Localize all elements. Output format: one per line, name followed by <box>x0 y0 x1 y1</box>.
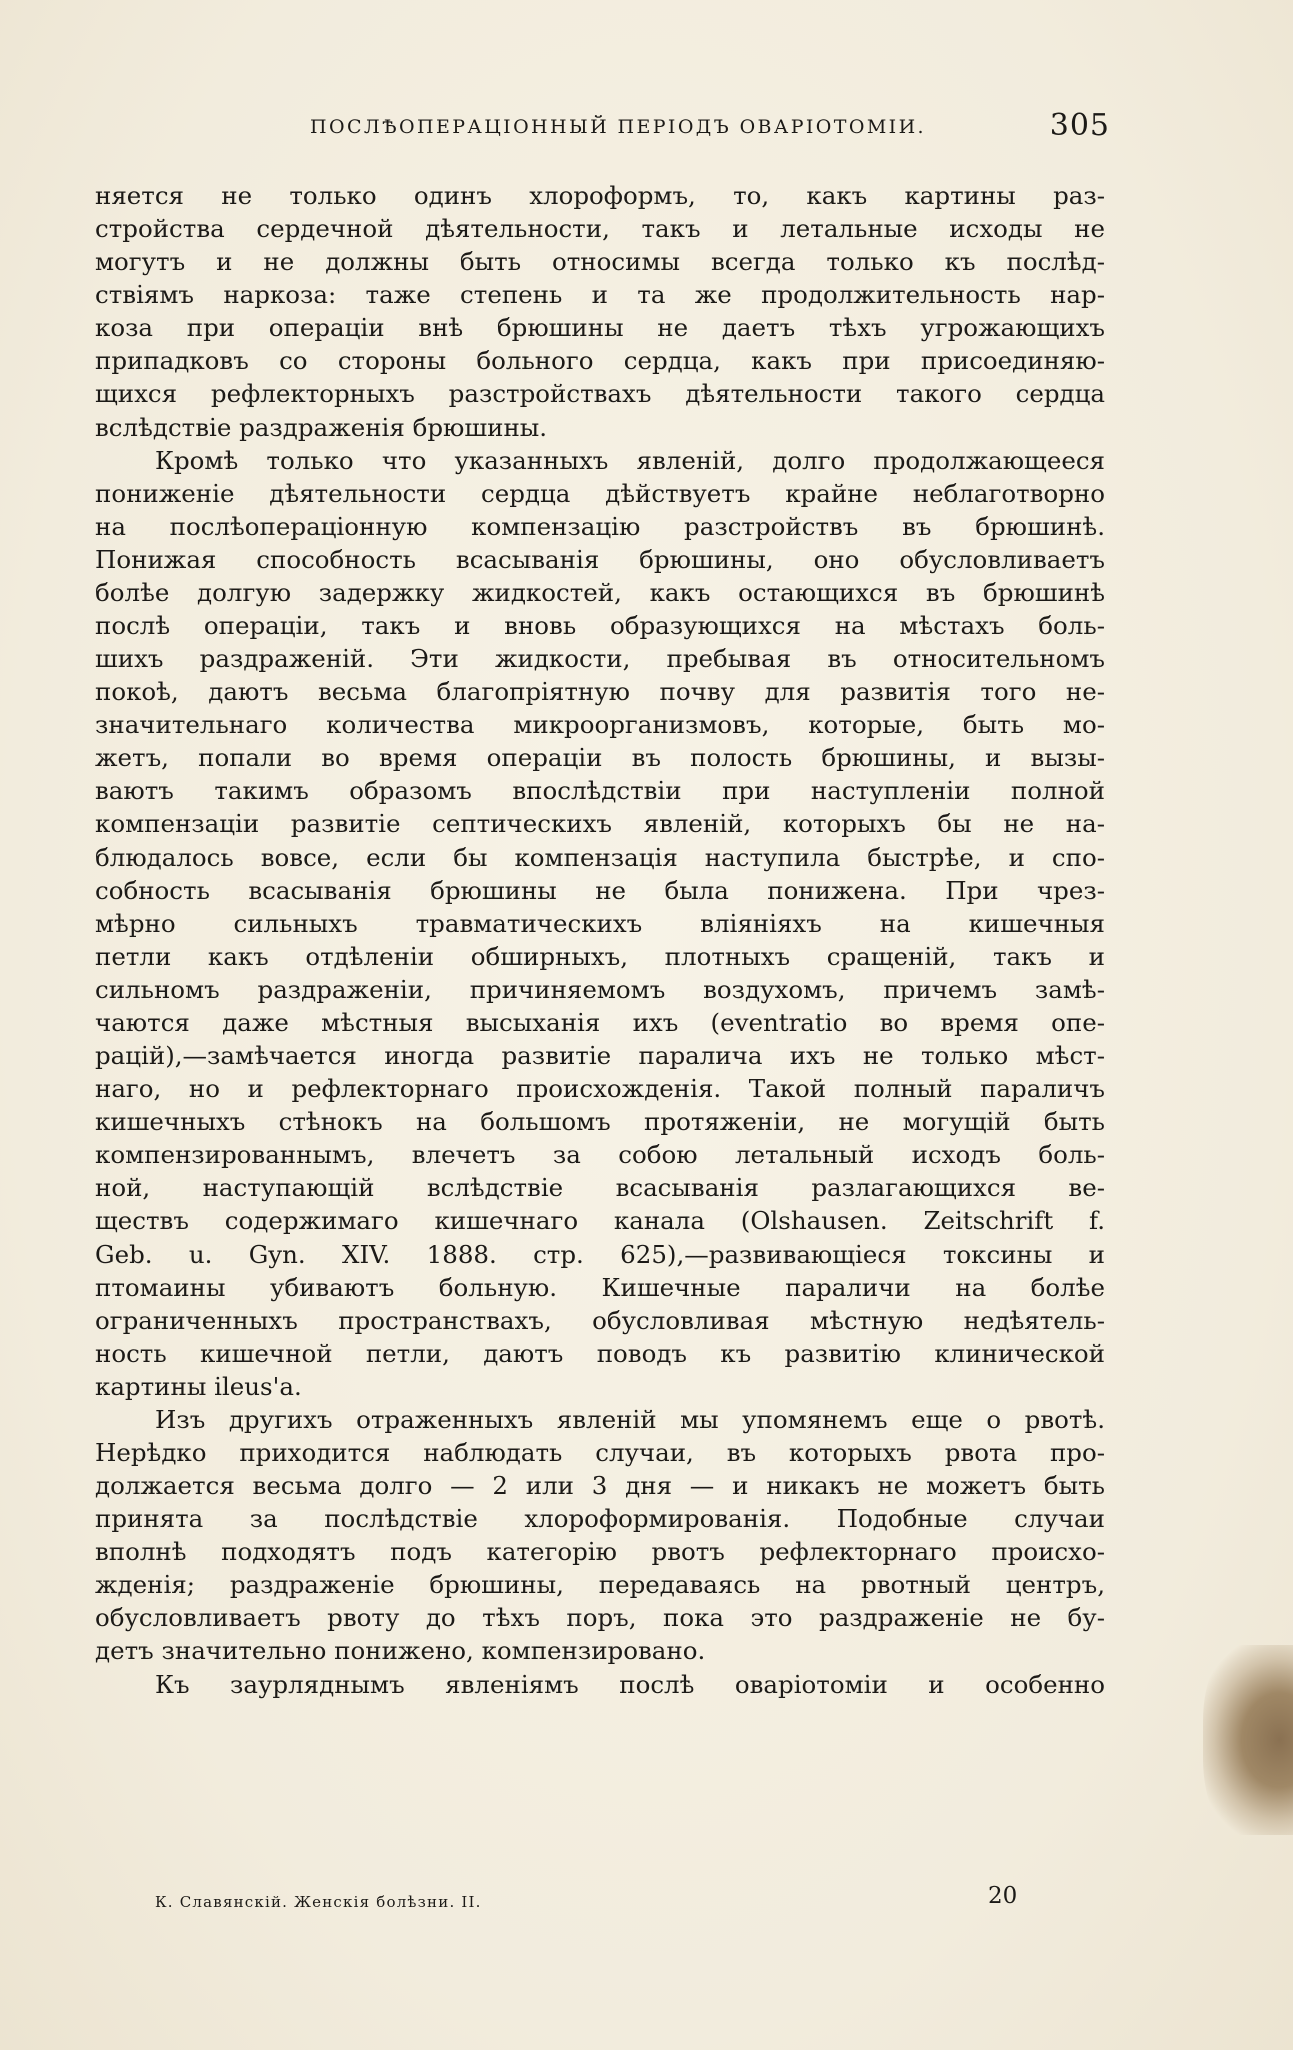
text-line: кишечныхъ стѣнокъ на большомъ протяженіи, не могущій быть <box>95 1107 1105 1137</box>
text-line: обусловливаетъ рвоту до тѣхъ поръ, пока это раздраженіе не бу- <box>95 1603 1105 1633</box>
text-line: вполнѣ подходятъ подъ категорію рвотъ рефлекторнаго происхо- <box>95 1537 1105 1567</box>
text-line: должается весьма долго — 2 или 3 дня — и никакъ не можетъ быть <box>95 1471 1105 1501</box>
text-line: ограниченныхъ пространствахъ, обусловливая мѣстную недѣятель- <box>95 1305 1105 1335</box>
paper-stain <box>1203 1645 1293 1835</box>
text-line: стройства сердечной дѣятельности, такъ и летальные исходы не <box>95 214 1105 244</box>
text-line: на послѣопераціонную компензацію разстройствъ въ брюшинѣ. <box>95 511 1105 541</box>
text-line: вслѣдствіе раздраженія брюшины. <box>95 412 548 442</box>
text-line: значительнаго количества микроорганизмовъ, которые, быть мо- <box>95 710 1105 740</box>
text-line: мѣрно сильныхъ травматическихъ вліяніяхъ на кишечныя <box>95 908 1105 938</box>
text-line: собность всасыванія брюшины не была понижена. При чрез- <box>95 875 1105 905</box>
text-line: ществъ содержимаго кишечнаго канала (Olshausen. Zeitschrift f. <box>95 1206 1105 1236</box>
text-line: жденія; раздраженіе брюшины, передаваясь на рвотный центръ, <box>95 1570 1105 1600</box>
text-line: принята за послѣдствіе хлороформированія. Подобные случаи <box>95 1504 1105 1534</box>
text-line: жетъ, попали во время операціи въ полость брюшины, и вызы- <box>95 743 1105 773</box>
body-text <box>95 179 1105 1701</box>
text-line: покоѣ, даютъ весьма благопріятную почву для развитія того не- <box>95 677 1105 707</box>
page-header <box>310 108 1110 148</box>
text-line: ность кишечной петли, даютъ поводъ къ развитію клинической <box>95 1338 1105 1368</box>
text-line: припадковъ со стороны больного сердца, какъ при присоединяю- <box>95 346 1105 376</box>
text-line: послѣ операціи, такъ и вновь образующихся на мѣстахъ боль- <box>95 611 1105 641</box>
text-line: коза при операціи внѣ брюшины не даетъ тѣхъ угрожающихъ <box>95 313 1105 343</box>
text-line: картины ileus'а. <box>95 1371 302 1401</box>
text-line: няется не только одинъ хлороформъ, то, какъ картины раз- <box>95 181 1105 210</box>
sheet-number: 20 <box>988 1883 1018 1909</box>
text-line: наго, но и рефлекторнаго происхожденія. Такой полный параличъ <box>95 1074 1105 1104</box>
text-line: детъ значительно понижено, компензировано. <box>95 1636 706 1666</box>
text-line: блюдалось вовсе, если бы компензація наступила быстрѣе, и спо- <box>95 842 1105 872</box>
text-line: болѣе долгую задержку жидкостей, какъ остающихся въ брюшинѣ <box>95 577 1105 607</box>
text-line: компензаціи развитіе септическихъ явленій, которыхъ бы не на- <box>95 809 1105 839</box>
text-line: щихся рефлекторныхъ разстройствахъ дѣятельности такого сердца <box>95 379 1105 409</box>
text-line: Кромѣ только что указанныхъ явленій, долго продолжающееся <box>155 445 1105 475</box>
text-line: чаются даже мѣстныя высыханія ихъ (eventratio во время опе- <box>95 1007 1105 1037</box>
text-line: сильномъ раздраженіи, причиняемомъ воздухомъ, причемъ замѣ- <box>95 974 1105 1004</box>
text-line: Къ заурляднымъ явленіямъ послѣ оваріотоміи и особенно <box>155 1669 1105 1699</box>
text-line: птомаины убиваютъ больную. Кишечные параличи на болѣе <box>95 1272 1105 1302</box>
page-number: 305 <box>1049 108 1110 143</box>
text-line: Понижая способность всасыванія брюшины, оно обусловливаетъ <box>95 544 1105 574</box>
text-line: Изъ другихъ отраженныхъ явленій мы упомянемъ еще о рвотѣ. <box>155 1404 1105 1434</box>
text-line: компензированнымъ, влечетъ за собою летальный исходъ боль- <box>95 1140 1105 1170</box>
footer-signature: К. Славянскій. Женскія болѣзни. II. <box>155 1893 482 1911</box>
text-line: шихъ раздраженій. Эти жидкости, пребывая въ относительномъ <box>95 644 1105 674</box>
text-line: ваютъ такимъ образомъ впослѣдствіи при наступленіи полной <box>95 776 1105 806</box>
text-line: ной, наступающій вслѣдствіе всасыванія разлагающихся ве- <box>95 1173 1105 1203</box>
running-head: ПОСЛѢОПЕРАЦІОННЫЙ ПЕРІОДЪ ОВАРІОТОМІИ. <box>310 116 926 138</box>
text-line: рацій),—замѣчается иногда развитіе паралича ихъ не только мѣст- <box>95 1041 1105 1071</box>
page-footer <box>155 1883 1018 1923</box>
text-line: петли какъ отдѣленіи обширныхъ, плотныхъ сращеній, такъ и <box>95 941 1105 971</box>
text-line: Geb. u. Gyn. XIV. 1888. стр. 625),—развивающіеся токсины и <box>95 1239 1105 1269</box>
text-line: могутъ и не должны быть относимы всегда только къ послѣд- <box>95 247 1105 277</box>
text-line: Нерѣдко приходится наблюдать случаи, въ которыхъ рвота про- <box>95 1437 1105 1467</box>
text-line: ствіямъ наркоза: таже степень и та же продолжительность нар- <box>95 280 1105 310</box>
text-line: пониженіе дѣятельности сердца дѣйствуетъ крайне неблаготворно <box>95 478 1105 508</box>
